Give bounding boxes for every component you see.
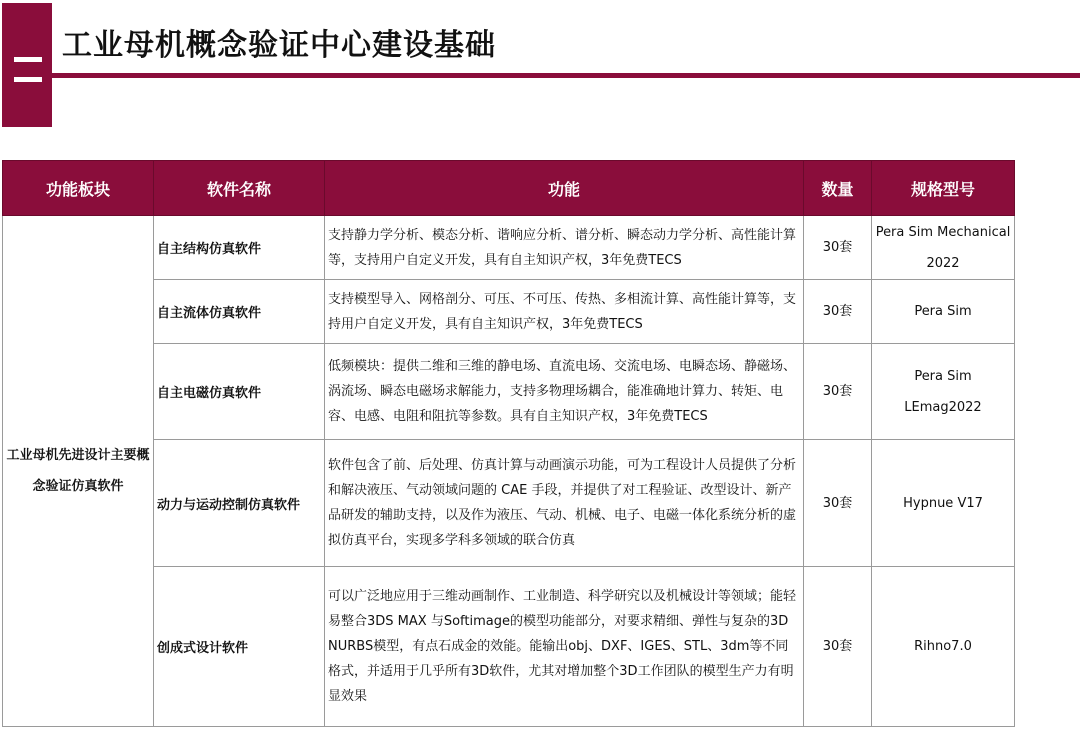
software-name-cell: 自主结构仿真软件	[154, 216, 325, 280]
badge-dash	[14, 57, 42, 62]
table-row	[3, 440, 1015, 567]
function-cell: 软件包含了前、后处理、仿真计算与动画演示功能，可为工程设计人员提供了分析和解决液压、气动领域问题的 CAE 手段，并提供了对工程验证、改型设计、新产品研发的辅助支持，以及作为液压、气动、机械、电子、电磁一体化系统分析的虚拟仿真平台，实现多学科多领域的联合仿真	[325, 440, 804, 567]
quantity-cell: 30套	[804, 440, 872, 567]
title-underline	[52, 73, 1080, 78]
software-name-cell: 动力与运动控制仿真软件	[154, 440, 325, 567]
function-cell: 低频模块：提供二维和三维的静电场、直流电场、交流电场、电瞬态场、静磁场、涡流场、瞬态电磁场求解能力，支持多物理场耦合，能准确地计算力、转矩、电容、电感、电阻和阻抗等参数。具有自主知识产权，3年免费TECS	[325, 344, 804, 440]
quantity-cell: 30套	[804, 344, 872, 440]
function-cell: 支持模型导入、网格剖分、可压、不可压、传热、多相流计算、高性能计算等，支持用户自定义开发，具有自主知识产权，3年免费TECS	[325, 280, 804, 344]
spec-cell: Pera Sim LEmag2022	[872, 344, 1015, 440]
header-function: 功能	[325, 161, 804, 216]
quantity-cell: 30套	[804, 280, 872, 344]
title-badge	[2, 3, 52, 127]
header-spec: 规格型号	[872, 161, 1015, 216]
header-quantity: 数量	[804, 161, 872, 216]
header-module: 功能板块	[3, 161, 154, 216]
header-software-name: 软件名称	[154, 161, 325, 216]
quantity-cell: 30套	[804, 216, 872, 280]
page-title: 工业母机概念验证中心建设基础	[62, 28, 496, 63]
table-header-row	[3, 161, 1015, 216]
software-name-cell: 自主流体仿真软件	[154, 280, 325, 344]
spec-cell: Pera Sim	[872, 280, 1015, 344]
module-group-cell: 工业母机先进设计主要概念验证仿真软件	[3, 216, 154, 727]
table-row	[3, 216, 1015, 280]
function-cell: 可以广泛地应用于三维动画制作、工业制造、科学研究以及机械设计等领域；能轻易整合3DS MAX 与Softimage的模型功能部分，对要求精细、弹性与复杂的3D NURBS模型，有点石成金的效能。能输出obj、DXF、IGES、STL、3dm等不同格式，并适用于几乎所有3D软件，尤其对增加整个3D工作团队的模型生产力有明显效果	[325, 567, 804, 727]
software-table	[2, 160, 1015, 727]
spec-cell: Pera Sim Mechanical 2022	[872, 216, 1015, 280]
spec-cell: Hypnue V17	[872, 440, 1015, 567]
table-row	[3, 567, 1015, 727]
function-cell: 支持静力学分析、模态分析、谐响应分析、谱分析、瞬态动力学分析、高性能计算等，支持用户自定义开发，具有自主知识产权，3年免费TECS	[325, 216, 804, 280]
spec-cell: Rihno7.0	[872, 567, 1015, 727]
software-name-cell: 创成式设计软件	[154, 567, 325, 727]
quantity-cell: 30套	[804, 567, 872, 727]
badge-dash	[14, 77, 42, 82]
table-row	[3, 280, 1015, 344]
table-row	[3, 344, 1015, 440]
software-name-cell: 自主电磁仿真软件	[154, 344, 325, 440]
